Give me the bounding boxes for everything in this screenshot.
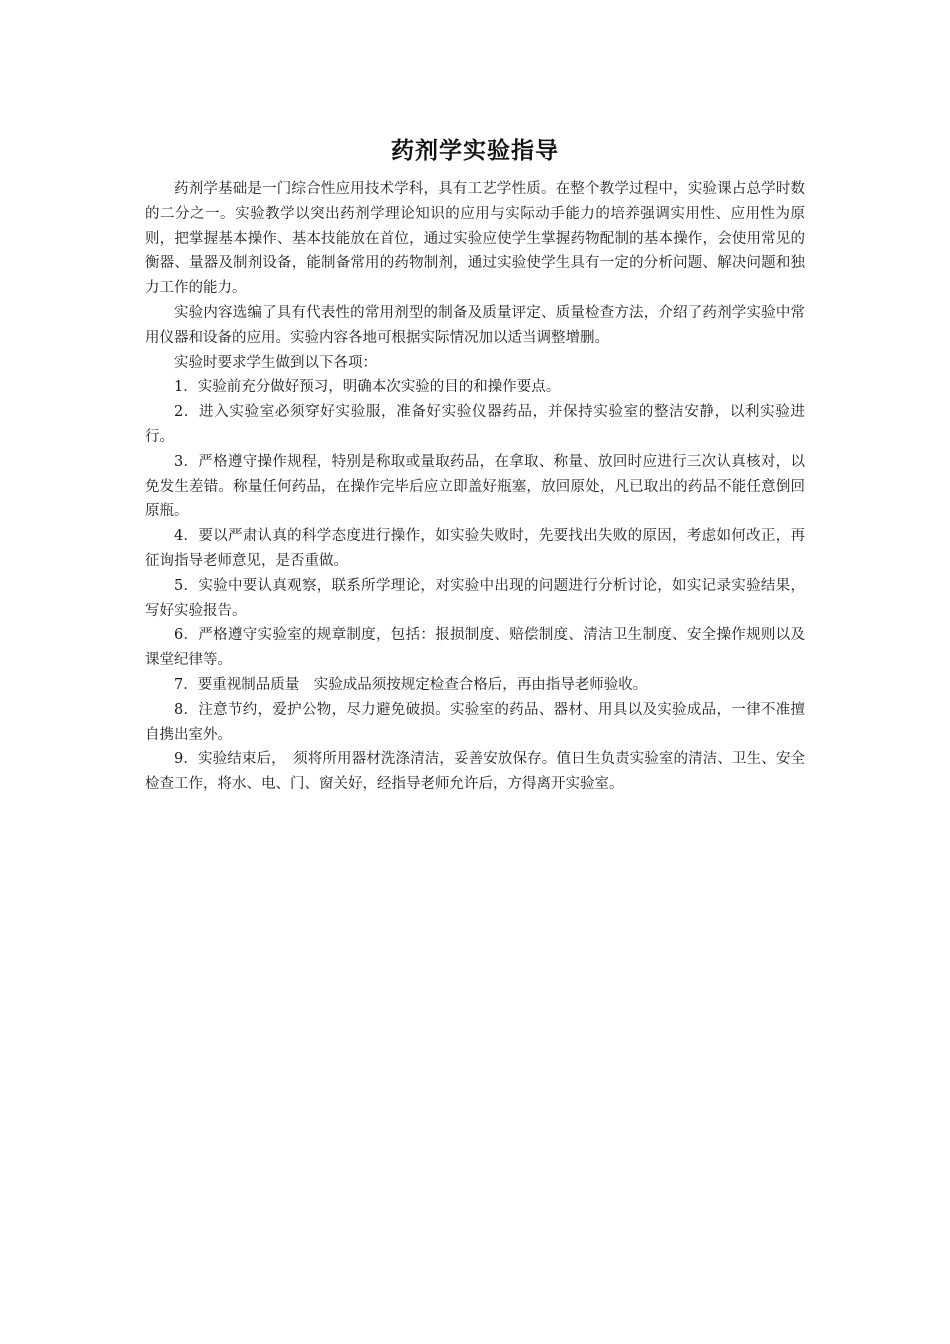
document-body bbox=[145, 177, 805, 797]
requirement-item-2: 2．进入实验室必须穿好实验服，准备好实验仪器药品，并保持实验室的整洁安静，以利实验进行。 bbox=[145, 404, 805, 445]
content-paragraph: 实验内容选编了具有代表性的常用剂型的制备及质量评定、质量检查方法，介绍了药剂学实验中常用仪器和设备的应用。实验内容各地可根据实际情况加以适当调整增删。 bbox=[145, 304, 805, 346]
requirements-heading: 实验时要求学生做到以下各项： bbox=[174, 354, 377, 371]
intro-paragraph: 药剂学基础是一门综合性应用技术学科，具有工艺学性质。在整个教学过程中，实验课占总学时数的二分之一。实验教学以突出药剂学理论知识的应用与实际动手能力的培养强调实用性、应用性为原则，把掌握基本操作、基本技能放在首位，通过实验应使学生掌握药物配制的基本操作，会使用常见的衡器、量器及制剂设备，能制备常用的药物制剂，通过实验使学生具有一定的分析问题、解决问题和独力工作的能力。 bbox=[145, 181, 805, 297]
document-title: 药剂学实验指导 bbox=[391, 138, 559, 164]
requirement-item-7: 7．要重视制品质量 实验成品须按规定检查合格后，再由指导老师验收。 bbox=[174, 676, 648, 693]
requirement-item-3: 3．严格遵守操作规程，特别是称取或量取药品，在拿取、称量、放回时应进行三次认真核对，以免发生差错。称量任何药品，在操作完毕后应立即盖好瓶塞，放回原处，凡已取出的药品不能任意倒回原瓶。 bbox=[145, 453, 805, 520]
requirement-item-4: 4．要以严肃认真的科学态度进行操作，如实验失败时，先要找出失败的原因，考虑如何改正，再征询指导老师意见，是否重做。 bbox=[145, 528, 805, 569]
requirement-item-6: 6．严格遵守实验室的规章制度，包括：报损制度、赔偿制度、清洁卫生制度、安全操作规则以及课堂纪律等。 bbox=[145, 627, 805, 669]
requirement-item-9: 9．实验结束后， 须将所用器材洗涤清洁，妥善安放保存。值日生负责实验室的清洁、卫生、安全检查工作，将水、电、门、窗关好，经指导老师允许后，方得离开实验室。 bbox=[145, 751, 805, 793]
requirement-item-5: 5．实验中要认真观察，联系所学理论，对实验中出现的问题进行分析讨论，如实记录实验结果，写好实验报告。 bbox=[145, 577, 805, 619]
requirement-item-8: 8．注意节约，爱护公物，尽力避免破损。实验室的药品、器材、用具以及实验成品，一律不准擅自携出室外。 bbox=[145, 701, 805, 743]
requirement-item-1: 1．实验前充分做好预习，明确本次实验的目的和操作要点。 bbox=[174, 379, 561, 396]
